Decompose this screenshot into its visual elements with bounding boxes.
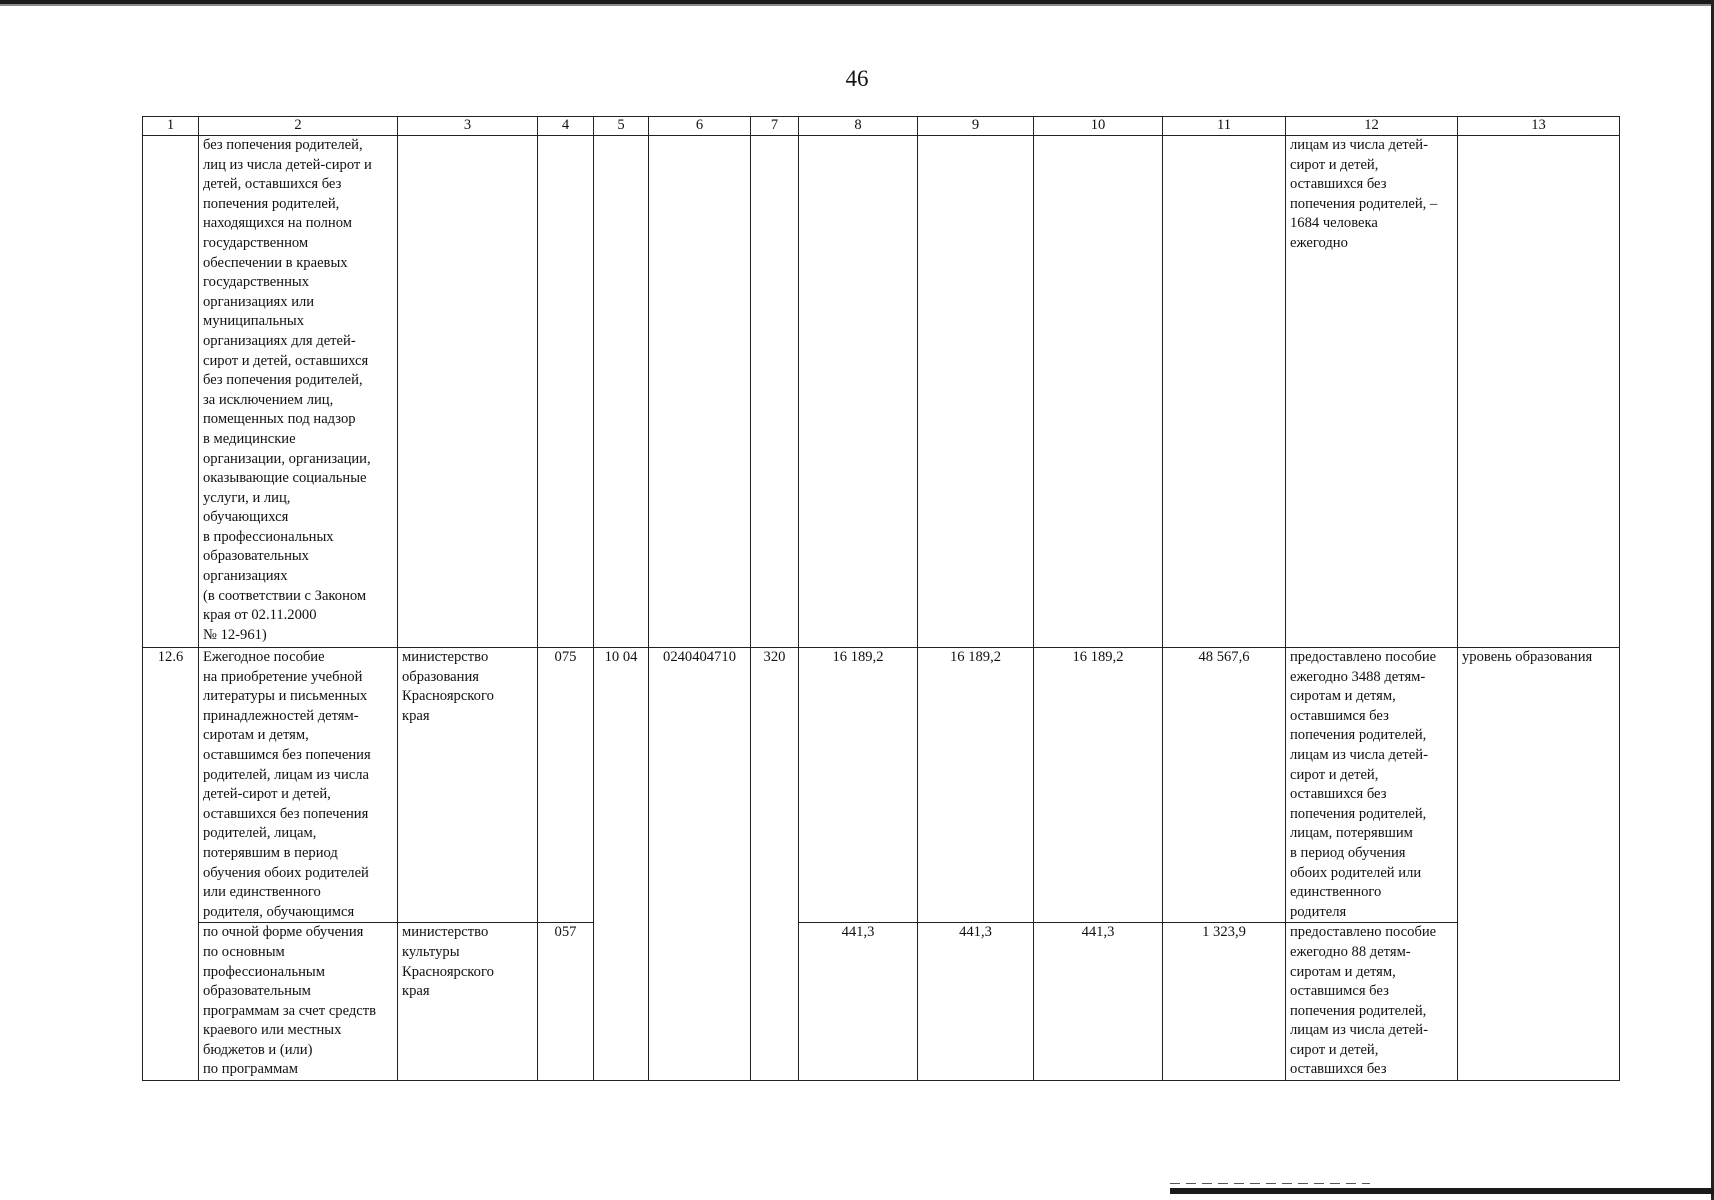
table-row-12-6 (143, 648, 1620, 923)
total-cell (1163, 136, 1286, 648)
total-cell: 1 323,9 (1163, 923, 1286, 1081)
header-cell-13: 13 (1458, 117, 1620, 136)
result-cell: предоставлено пособие ежегодно 3488 детям- сиротам и детям, оставшимся без попечения родителей, лицам из числа детей- сирот и детей, оставшихся без попечения родителей, лицам, потерявшим в период обучения обоих родителей или единственного родителя (1286, 648, 1458, 923)
header-cell-11: 11 (1163, 117, 1286, 136)
page-number: 46 (845, 66, 869, 91)
header-cell-3: 3 (398, 117, 538, 136)
header-cell-2: 2 (199, 117, 398, 136)
header-cell-6: 6 (649, 117, 751, 136)
result-cell: предоставлено пособие ежегодно 88 детям- сиротам и детям, оставшимся без попечения родителей, лицам из числа детей- сирот и детей, оставшихся без (1286, 923, 1458, 1081)
target-code-cell: 0240404710 (649, 648, 751, 1081)
header-row (143, 117, 1620, 136)
measure-name-cell-continued: по очной форме обучения по основным профессиональным образовательным программам за счет средств краевого или местных бюджетов и (или) по программам (199, 923, 398, 1081)
number-cell (143, 136, 199, 648)
table-row-continuation (143, 136, 1620, 648)
item-number: 12.6 (143, 648, 199, 1081)
grbs-cell (538, 136, 594, 648)
table-row-12-6-culture (143, 923, 1620, 1081)
scan-border-bottom (1170, 1188, 1714, 1194)
header-cell-1: 1 (143, 117, 199, 136)
year1-cell (799, 136, 918, 648)
indicator-cell: уровень образования (1458, 648, 1620, 1081)
year3-cell (1034, 136, 1163, 648)
year3-cell: 16 189,2 (1034, 648, 1163, 923)
grbs-cell: 057 (538, 923, 594, 1081)
measure-name-cell: без попечения родителей, лиц из числа детей-сирот и детей, оставшихся без попечения родителей, находящихся на полном государственном обеспечении в краевых государственных организациях или муниципальных организациях для детей- сирот и детей, оставшихся без попечения родителей, за исключением лиц, помещенных под надзор в медицинские организации, организации, оказывающие социальные услуги, и лиц, обучающихся в профессиональных образовательных организациях (в соответствии с Законом края от 02.11.2000 № 12-961) (199, 136, 398, 648)
year2-cell: 441,3 (918, 923, 1034, 1081)
measure-name-cell: Ежегодное пособие на приобретение учебной литературы и письменных принадлежностей детям- сиротам и детям, оставшимся без попечения родителей, лицам из числа детей-сирот и детей, оставшихся без попечения родителей, лицам, потерявшим в период обучения обоих родителей или единственного родителя, обучающимся (199, 648, 398, 923)
result-cell: лицам из числа детей- сирот и детей, оставшихся без попечения родителей, – 1684 человека ежегодно (1286, 136, 1458, 648)
grbs-cell: 075 (538, 648, 594, 923)
document-sheet (142, 116, 1619, 1086)
expense-type-cell: 320 (751, 648, 799, 1081)
year3-cell: 441,3 (1034, 923, 1163, 1081)
year1-cell: 16 189,2 (799, 648, 918, 923)
target-code-cell (649, 136, 751, 648)
ministry-cell (398, 136, 538, 648)
total-cell: 48 567,6 (1163, 648, 1286, 923)
header-cell-5: 5 (594, 117, 649, 136)
header-cell-9: 9 (918, 117, 1034, 136)
program-measures-table (142, 116, 1620, 1081)
header-cell-12: 12 (1286, 117, 1458, 136)
section-cell (594, 136, 649, 648)
header-cell-4: 4 (538, 117, 594, 136)
scan-border-bottom-dash (1170, 1183, 1370, 1184)
ministry-cell: министерство образования Красноярского края (398, 648, 538, 923)
year2-cell (918, 136, 1034, 648)
scan-border-top-shadow (0, 4, 1714, 6)
header-cell-7: 7 (751, 117, 799, 136)
indicator-cell (1458, 136, 1620, 648)
year2-cell: 16 189,2 (918, 648, 1034, 923)
ministry-cell: министерство культуры Красноярского края (398, 923, 538, 1081)
section-cell: 10 04 (594, 648, 649, 1081)
expense-type-cell (751, 136, 799, 648)
header-cell-8: 8 (799, 117, 918, 136)
year1-cell: 441,3 (799, 923, 918, 1081)
header-cell-10: 10 (1034, 117, 1163, 136)
